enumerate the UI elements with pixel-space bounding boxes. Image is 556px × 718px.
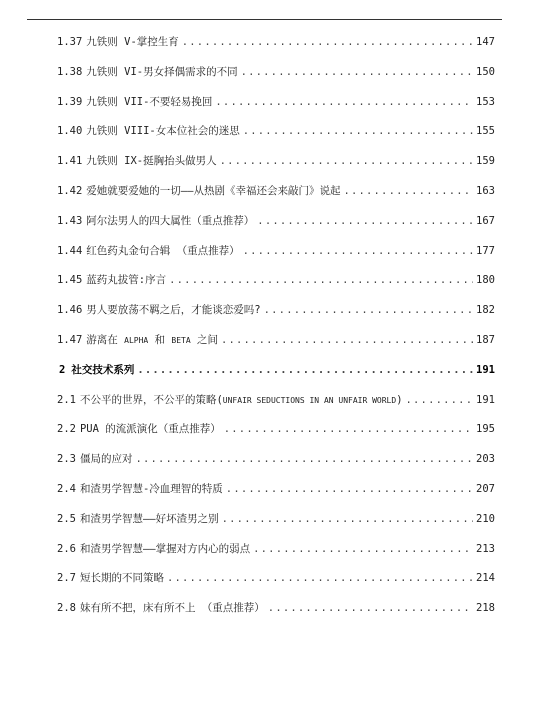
toc-entry-number: 1.37 [57, 36, 83, 48]
toc-title-smallcaps: BETA [171, 335, 191, 345]
toc-entry-number: 1.44 [57, 244, 83, 257]
toc-entry[interactable] [57, 450, 495, 480]
toc-entry-title: 和渣男学智慧——掌握对方内心的弱点 [79, 542, 251, 555]
toc-title-smallcaps: ALPHA [124, 335, 149, 345]
toc-entry[interactable] [57, 391, 495, 421]
toc-entry-title: 九铁则 VIII-女本位社会的迷思 [86, 125, 240, 138]
toc-entry-page: 218 [476, 602, 495, 615]
toc-entry-number: 2.7 [57, 572, 76, 585]
toc-chapter-number: 2 [59, 363, 66, 376]
toc-entry-title: 短长期的不同策略 [79, 572, 164, 585]
toc-entry[interactable] [57, 599, 495, 629]
toc-dot-leader [135, 450, 473, 468]
table-of-contents [57, 33, 495, 629]
toc-dot-leader [253, 540, 473, 558]
toc-entry-title: 僵局的应对 [79, 453, 133, 466]
toc-entry-page: 191 [476, 393, 495, 406]
toc-entry-number: 1.47 [57, 333, 83, 346]
toc-title-text: 游离在 [86, 333, 125, 346]
toc-title-text: 不公平的世界，不公平的策略( [79, 393, 223, 406]
toc-entry-number: 1.40 [57, 125, 83, 138]
toc-entry-page: 214 [476, 572, 495, 585]
toc-entry-title: 阿尔法男人的四大属性（重点推荐） [86, 214, 255, 227]
toc-entry[interactable] [57, 569, 495, 599]
toc-entry-page: 203 [476, 453, 495, 466]
toc-entry[interactable] [57, 182, 495, 212]
toc-entry-page: 153 [476, 95, 495, 108]
toc-entry-title [86, 331, 218, 350]
toc-dot-leader [169, 271, 473, 289]
toc-entry-page: 213 [476, 542, 495, 555]
toc-entry-number: 1.46 [57, 304, 83, 317]
toc-entry-title: 和渣男学智慧-冷血理智的特质 [79, 482, 223, 495]
toc-dot-leader [243, 122, 473, 140]
toc-entry-number: 2.5 [57, 512, 76, 525]
toc-entry[interactable] [57, 540, 495, 570]
toc-dot-leader [224, 420, 473, 438]
toc-entry-page: 210 [476, 512, 495, 525]
toc-entry-number: 2.3 [57, 453, 76, 466]
toc-dot-leader [215, 93, 473, 111]
toc-entry[interactable] [57, 301, 495, 331]
toc-entry[interactable] [57, 510, 495, 540]
toc-entry-number: 1.39 [57, 95, 83, 108]
toc-chapter-title: 社交技术系列 [71, 363, 135, 376]
toc-entry[interactable] [57, 212, 495, 242]
toc-entry-number: 2.4 [57, 482, 76, 495]
toc-entry-page: 177 [476, 244, 495, 257]
toc-entry-title: 蓝药丸拔管:序言 [86, 274, 167, 287]
toc-entry-number: 2.2 [57, 423, 76, 436]
toc-chapter-page: 191 [476, 363, 495, 376]
toc-entry-title: 九铁则 IX-挺胸抬头做男人 [86, 155, 217, 168]
toc-dot-leader [243, 242, 473, 260]
toc-entry-title: 九铁则 VI-男女择偶需求的不同 [86, 65, 238, 78]
toc-chapter-entry[interactable] [57, 361, 495, 391]
toc-dot-leader [220, 152, 473, 170]
toc-dot-leader [406, 391, 474, 409]
toc-entry[interactable] [57, 93, 495, 123]
toc-title-text: ) [396, 393, 403, 406]
toc-dot-leader [182, 33, 473, 51]
toc-dot-leader [257, 212, 473, 230]
toc-dot-leader [221, 331, 473, 349]
toc-entry-title: 九铁则 VII-不要轻易挽回 [86, 95, 213, 108]
toc-dot-leader [264, 301, 473, 319]
toc-entry-number: 2.1 [57, 393, 76, 406]
toc-dot-leader [268, 599, 473, 617]
toc-entry[interactable] [57, 122, 495, 152]
toc-dot-leader [226, 480, 473, 498]
toc-dot-leader [137, 361, 473, 379]
toc-entry-page: 159 [476, 155, 495, 168]
toc-entry-page: 163 [476, 184, 495, 197]
toc-entry-title: 和渣男学智慧——好坏渣男之别 [79, 512, 219, 525]
toc-entry-page: 150 [476, 65, 495, 78]
toc-entry-title: PUA 的流派演化（重点推荐） [79, 423, 221, 436]
toc-entry[interactable] [57, 331, 495, 361]
toc-title-text: 之间 [190, 333, 218, 346]
toc-title-text: 和 [148, 333, 172, 346]
toc-entry-page: 167 [476, 214, 495, 227]
toc-entry-number: 2.6 [57, 542, 76, 555]
toc-entry-number: 1.41 [57, 155, 83, 168]
toc-entry-title: 九铁则 V-掌控生育 [86, 36, 179, 48]
toc-entry-page: 155 [476, 125, 495, 138]
toc-dot-leader [222, 510, 473, 528]
toc-entry-number: 1.43 [57, 214, 83, 227]
toc-entry-title: 爱她就要爱她的一切——从热剧《幸福还会来敲门》说起 [86, 184, 341, 197]
toc-dot-leader [343, 182, 473, 200]
toc-entry-title: 红色药丸金句合辑 （重点推荐） [86, 244, 240, 257]
toc-entry[interactable] [57, 271, 495, 301]
toc-entry-page: 187 [476, 333, 495, 346]
toc-entry-title: 男人要放荡不羁之后，才能谈恋爱吗? [86, 304, 261, 317]
toc-entry[interactable] [57, 480, 495, 510]
toc-entry[interactable] [57, 63, 495, 93]
toc-entry[interactable] [57, 242, 495, 272]
toc-entry-number: 1.45 [57, 274, 83, 287]
toc-title-smallcaps: UNFAIR SEDUCTIONS IN AN UNFAIR WORLD [222, 395, 397, 405]
toc-entry-number: 2.8 [57, 602, 76, 615]
toc-entry[interactable] [57, 420, 495, 450]
toc-entry[interactable] [57, 152, 495, 182]
toc-entry[interactable] [57, 33, 495, 63]
toc-entry-page: 195 [476, 423, 495, 436]
toc-entry-page: 180 [476, 274, 495, 287]
toc-entry-title: 妹有所不把，床有所不上 （重点推荐） [79, 602, 265, 615]
toc-entry-page: 147 [476, 36, 495, 48]
toc-entry-page: 207 [476, 482, 495, 495]
toc-entry-number: 1.42 [57, 184, 83, 197]
toc-entry-number: 1.38 [57, 65, 83, 78]
toc-entry-title [80, 391, 403, 410]
toc-dot-leader [167, 569, 473, 587]
toc-entry-page: 182 [476, 304, 495, 317]
toc-dot-leader [241, 63, 473, 81]
header-rule [27, 19, 502, 20]
